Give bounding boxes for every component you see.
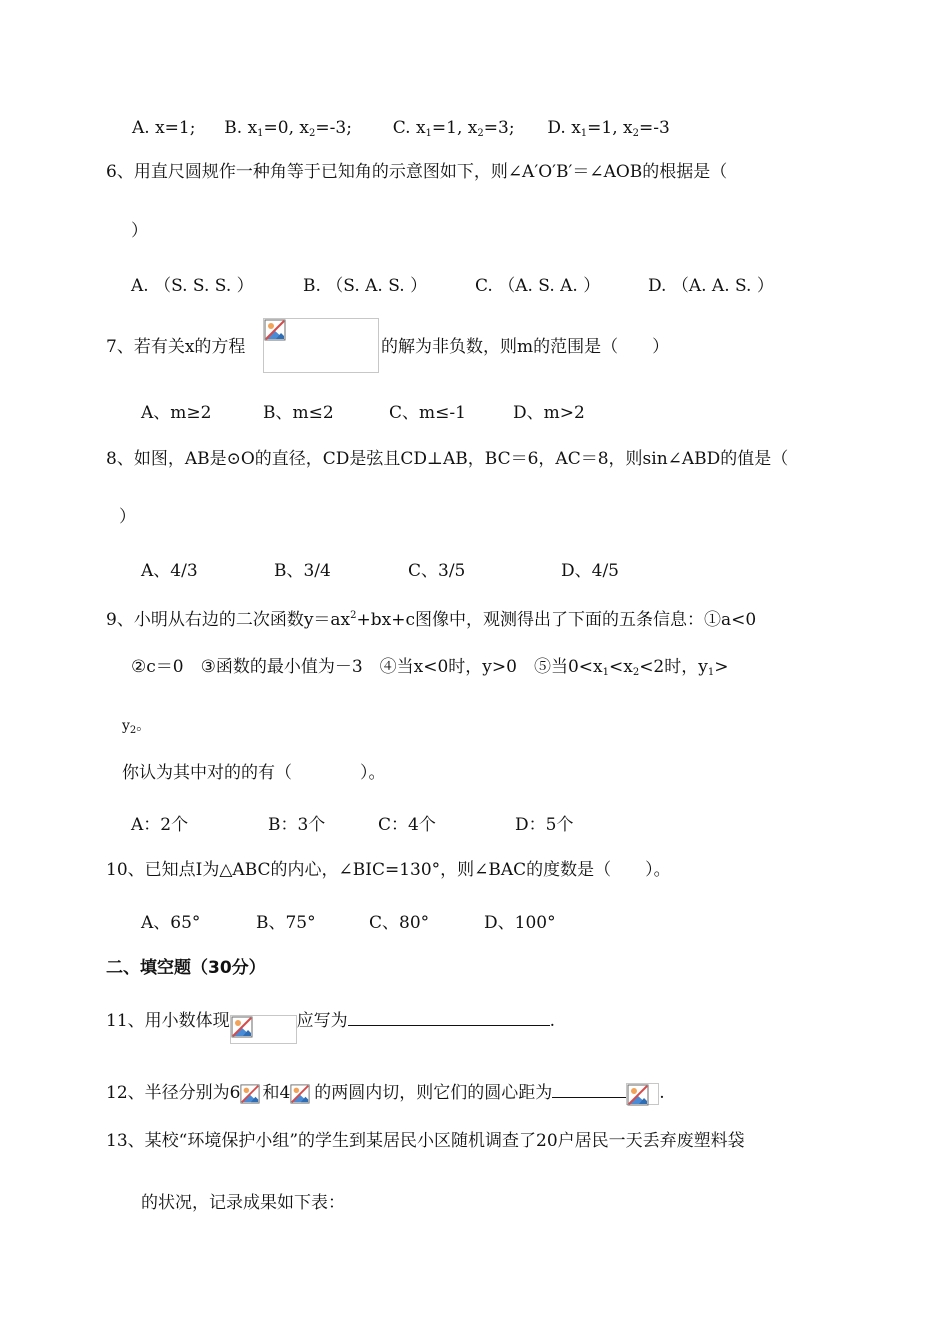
q10-option-c: C、80° [369, 913, 430, 933]
q8-stem: 8、如图，AB是⊙O的直径，CD是弦且CD⊥AB，BC＝6，AC＝8，则sin∠ABD的值是（ [106, 449, 789, 469]
q8-stem-cont: ） [119, 507, 136, 527]
q9-option-d: D：5个 [515, 815, 574, 835]
q6-stem-cont: ） [131, 221, 148, 241]
q6-option-a: A. （S. S. S. ） [131, 276, 254, 296]
q11-answer-blank[interactable] [348, 1009, 550, 1026]
q11-stem: 11、用小数体现 应写为 . [106, 1007, 555, 1036]
q10-stem: 10、已知点I为△ABC的内心，∠BIC=130°，则∠BAC的度数是（ ）。 [106, 860, 671, 880]
q11-number-image [230, 1015, 297, 1044]
q9-option-b: B：3个 [268, 815, 326, 835]
q9-line-3: $y_2$。 [122, 718, 151, 736]
q12-unit-image-2 [290, 1084, 314, 1104]
q5-options [132, 117, 670, 145]
q10-option-d: D、100° [484, 913, 556, 933]
q12-unit-image-3 [626, 1083, 659, 1105]
q8-option-c: C、3/5 [408, 561, 466, 581]
section-2-title: 二、填空题（30分） [106, 958, 266, 978]
q7-option-c: C、m≤-1 [389, 403, 466, 423]
q9-option-a: A：2个 [131, 815, 189, 835]
q7-stem-pre: 7、若有关x的方程 [106, 337, 246, 357]
q8-option-b: B、3/4 [274, 561, 331, 581]
q12-unit-image-1 [240, 1084, 262, 1104]
q12-stem: 12、半径分别为6 和4 的两圆内切，则它们的圆心距为 . [106, 1081, 665, 1105]
broken-image-icon [240, 1084, 260, 1104]
q7-equation-image [263, 318, 379, 373]
q7-option-d: D、m>2 [513, 403, 585, 423]
q6-option-c: C. （A. S. A. ） [475, 276, 601, 296]
broken-image-icon [264, 319, 286, 341]
q9-line-1: 9、小明从右边的二次函数$y=ax^2+bx+c$图像中，观测得出了下面的五条信息：①a<0 [106, 610, 757, 630]
q10-option-a: A、65° [141, 913, 201, 933]
q8-option-d: D、4/5 [561, 561, 619, 581]
q6-option-d: D. （A. A. S. ） [648, 276, 774, 296]
q12-answer-blank[interactable] [552, 1081, 626, 1098]
q10-option-b: B、75° [256, 913, 316, 933]
broken-image-icon [231, 1016, 253, 1038]
q6-option-b: B. （S. A. S. ） [303, 276, 428, 296]
broken-image-icon [627, 1084, 649, 1106]
q7-option-a: A、m≥2 [141, 403, 212, 423]
q9-option-c: C：4个 [378, 815, 436, 835]
q8-option-a: A、4/3 [141, 561, 198, 581]
q5-option-d: D. $x_1=1$, $x_2=-3$ [547, 118, 670, 139]
q6-stem: 6、用直尺圆规作一种角等于已知角的示意图如下，则∠A′O′B′＝∠AOB的根据是（ [106, 162, 728, 182]
broken-image-icon [290, 1084, 310, 1104]
q7-option-b: B、m≤2 [263, 403, 334, 423]
q13-line-2: 的状况，记录成果如下表： [141, 1193, 345, 1213]
q7-stem-post: 的解为非负数，则m的范围是（ ） [381, 337, 670, 357]
q13-line-1: 13、某校“环境保护小组”的学生到某居民小区随机调查了20户居民一天丢弃废塑料袋 [106, 1131, 745, 1151]
q9-line-4: 你认为其中对的的有（ ）。 [122, 763, 386, 783]
q5-option-a: A. x=1; [132, 118, 196, 138]
q9-line-2: ②c＝0 ③函数的最小值为－3 ④当x<0时，y>0 ⑤当$0<x_1<x_2<2$时，$y_1>$ [131, 657, 729, 678]
q5-option-c: C. $x_1=1$, $x_2=3$; [392, 118, 515, 139]
q5-option-b: B. $x_1=0$, $x_2=-3$; [224, 118, 352, 139]
